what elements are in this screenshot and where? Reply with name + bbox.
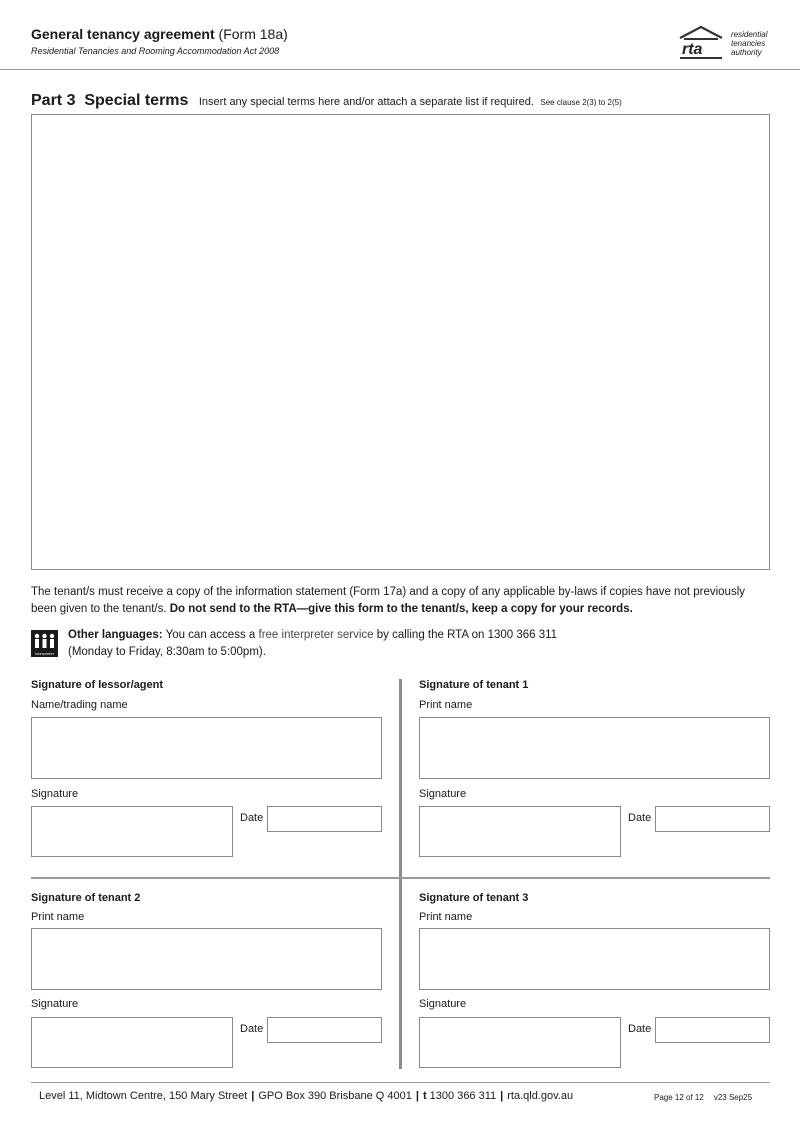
other-languages-text: You can access a [165,629,256,641]
tenant2-name-field[interactable] [31,928,382,990]
page-number: Page 12 of 12 [654,1093,704,1102]
tenant1-signature-field[interactable] [419,806,621,857]
footer-separator: | [415,1090,419,1102]
form-version: v23 Sep25 [713,1093,753,1102]
footer-address: Level 11, Midtown Centre, 150 Mary Street [39,1090,248,1102]
footer-separator: | [251,1090,255,1102]
tenant1-signature-label: Signature [419,788,467,800]
tenant1-date-field[interactable] [655,806,770,832]
tenant2-date-label: Date [240,1023,264,1035]
lessor-name-field[interactable] [31,717,382,779]
rta-logo [676,24,776,62]
signature-vertical-divider [399,679,402,1069]
logo-mark-text: rta [682,41,703,58]
lessor-name-label: Name/trading name [31,699,128,711]
copy-notice-bold: Do not send to the RTA—give this form to the tenant/s, keep a copy for your records. [169,603,633,615]
other-languages-hours: (Monday to Friday, 8:30am to 5:00pm). [68,646,266,658]
form-title-text: General tenancy agreement [31,26,215,42]
tenant3-name-field[interactable] [419,928,770,990]
lessor-signature-label: Signature [31,788,79,800]
tenant2-signature-title: Signature of tenant 2 [31,892,141,904]
interpreter-icon [31,630,58,657]
other-languages [68,627,728,661]
logo-wordmark [731,30,767,57]
part3-heading [31,92,622,110]
other-languages-label: Other languages: [68,629,163,641]
tenant3-date-field[interactable] [655,1017,770,1043]
tenant3-signature-field[interactable] [419,1017,621,1068]
footer-page-info [654,1093,752,1102]
logo-line: tenancies [731,39,766,48]
logo-line: authority [731,48,762,57]
interpreter-service-link[interactable]: free interpreter service [258,629,374,641]
lessor-date-label: Date [240,812,264,824]
tenant1-name-field[interactable] [419,717,770,779]
footer-phone-label: t [422,1090,427,1102]
logo-line: residential [731,30,768,39]
house-roof-icon [676,24,726,62]
form-title [31,26,288,42]
tenant1-date-label: Date [628,812,652,824]
copy-notice [31,584,771,618]
other-languages-phone: by calling the RTA on 1300 366 311 [376,629,558,641]
tenant1-signature-title: Signature of tenant 1 [419,679,529,691]
part3-title: Part 3 Special terms [31,92,189,109]
tenant3-signature-title: Signature of tenant 3 [419,892,529,904]
tenant3-name-label: Print name [419,911,473,923]
footer-divider [31,1082,770,1083]
signature-horizontal-divider [31,877,770,879]
tenant3-signature-label: Signature [419,998,467,1010]
interpreter-icon-caption: Interpreter [34,652,55,656]
tenant2-signature-label: Signature [31,998,79,1010]
footer-contact [39,1090,573,1102]
tenant2-name-label: Print name [31,911,85,923]
special-terms-field[interactable] [31,114,770,570]
form-number: (Form 18a) [218,26,288,42]
footer-website[interactable]: rta.qld.gov.au [507,1090,574,1102]
copy-notice-text: The tenant/s must receive a copy of the information statement (Form 17a) and a copy of any applicable by-laws if copies have not previously been given to the tenant/s. [31,586,746,615]
footer-po-box: GPO Box 390 Brisbane Q 4001 [258,1090,412,1102]
lessor-signature-title: Signature of lessor/agent [31,679,164,691]
tenant2-signature-field[interactable] [31,1017,233,1068]
part3-clause-reference: See clause 2(3) to 2(5) [540,98,622,107]
tenant1-name-label: Print name [419,699,473,711]
form-act-subtitle: Residential Tenancies and Rooming Accommodation Act 2008 [31,46,280,56]
footer-separator: | [500,1090,504,1102]
tenant2-date-field[interactable] [267,1017,382,1043]
tenant3-date-label: Date [628,1023,652,1035]
lessor-signature-field[interactable] [31,806,233,857]
footer-phone: 1300 366 311 [429,1090,497,1102]
part3-instruction: Insert any special terms here and/or attach a separate list if required. [198,96,534,108]
header-divider [0,69,800,70]
lessor-date-field[interactable] [267,806,382,832]
